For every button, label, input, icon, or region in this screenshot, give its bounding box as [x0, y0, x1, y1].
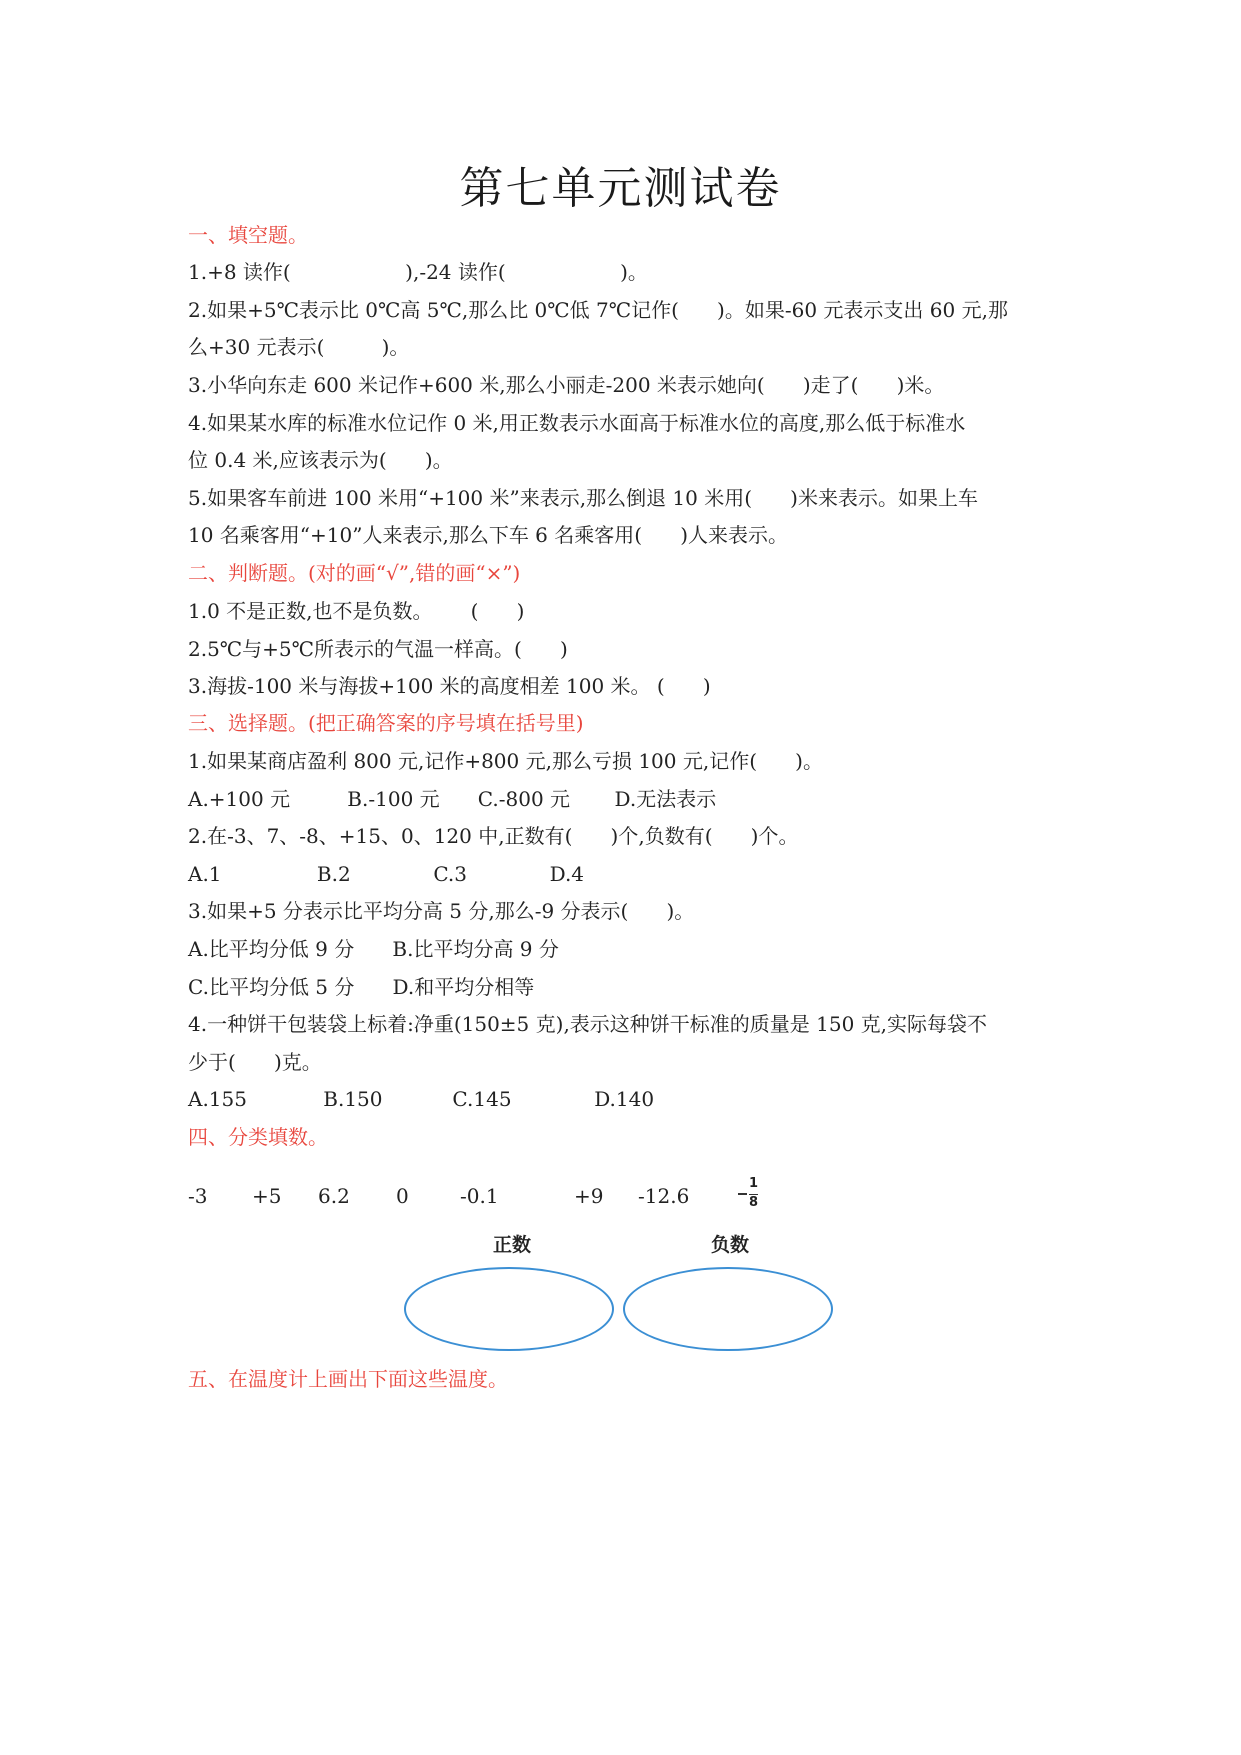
- number-item: 0: [396, 1184, 409, 1208]
- question-line: 位 0.4 米,应该表示为( )。: [188, 448, 453, 472]
- minus-sign: [738, 1193, 747, 1195]
- question-line: 10 名乘客用“+10”人来表示,那么下车 6 名乘客用( )人来表示。: [188, 523, 789, 547]
- fraction-denominator: 8: [749, 1195, 759, 1210]
- section-2-heading: 二、判断题。(对的画“√”,错的画“×”): [188, 561, 521, 585]
- question-line: 4.如果某水库的标准水位记作 0 米,用正数表示水面高于标准水位的高度,那么低于标准水: [188, 411, 966, 435]
- fraction-numerator: 1: [749, 1176, 759, 1191]
- question-line: 3.小华向东走 600 米记作+600 米,那么小丽走-200 米表示她向( )走了( )米。: [188, 373, 945, 397]
- question-line: 1.+8 读作( ),-24 读作( )。: [188, 260, 648, 284]
- option-line: A.1 B.2 C.3 D.4: [188, 862, 585, 886]
- number-item: -0.1: [460, 1184, 499, 1208]
- option-line: C.比平均分低 5 分 D.和平均分相等: [188, 975, 535, 999]
- number-item: -12.6: [638, 1184, 690, 1208]
- page-title: 第七单元测试卷: [459, 163, 782, 214]
- option-line: A.+100 元 B.-100 元 C.-800 元 D.无法表示: [188, 787, 717, 811]
- section-5-heading: 五、在温度计上画出下面这些温度。: [188, 1367, 508, 1391]
- number-item: -3: [188, 1184, 208, 1208]
- question-line: 3.如果+5 分表示比平均分高 5 分,那么-9 分表示( )。: [188, 899, 695, 923]
- option-line: A.比平均分低 9 分 B.比平均分高 9 分: [188, 937, 559, 961]
- question-line: 么+30 元表示( )。: [188, 335, 410, 359]
- number-item: +5: [252, 1184, 282, 1208]
- negative-label: 负数: [711, 1234, 750, 1256]
- section-1-heading: 一、填空题。: [188, 223, 308, 247]
- question-line: 1.如果某商店盈利 800 元,记作+800 元,那么亏损 100 元,记作( )。: [188, 749, 823, 773]
- option-line: A.155 B.150 C.145 D.140: [188, 1087, 655, 1111]
- question-line: 3.海拔-100 米与海拔+100 米的高度相差 100 米。 ( ): [188, 674, 711, 698]
- question-line: 4.一种饼干包装袋上标着:净重(150±5 克),表示这种饼干标准的质量是 150 克,实际每袋不: [188, 1012, 988, 1036]
- number-item: 6.2: [318, 1184, 350, 1208]
- question-line: 5.如果客车前进 100 米用“+100 米”来表示,那么倒退 10 米用( )米来表示。如果上车: [188, 486, 978, 510]
- number-item: +9: [574, 1184, 604, 1208]
- fraction-number: [738, 1178, 760, 1218]
- question-line: 2.在-3、7、-8、+15、0、120 中,正数有( )个,负数有( )个。: [188, 824, 799, 848]
- positive-label: 正数: [493, 1234, 532, 1256]
- negative-ellipse[interactable]: [623, 1267, 833, 1351]
- question-line: 1.0 不是正数,也不是负数。 ( ): [188, 599, 525, 623]
- question-line: 2.如果+5℃表示比 0℃高 5℃,那么比 0℃低 7℃记作( )。如果-60 元表示支出 60 元,那: [188, 298, 1008, 322]
- question-line: 2.5℃与+5℃所表示的气温一样高。( ): [188, 637, 568, 661]
- section-3-heading: 三、选择题。(把正确答案的序号填在括号里): [188, 711, 584, 735]
- question-line: 少于( )克。: [188, 1050, 322, 1074]
- positive-ellipse[interactable]: [404, 1267, 614, 1351]
- section-4-heading: 四、分类填数。: [188, 1125, 328, 1149]
